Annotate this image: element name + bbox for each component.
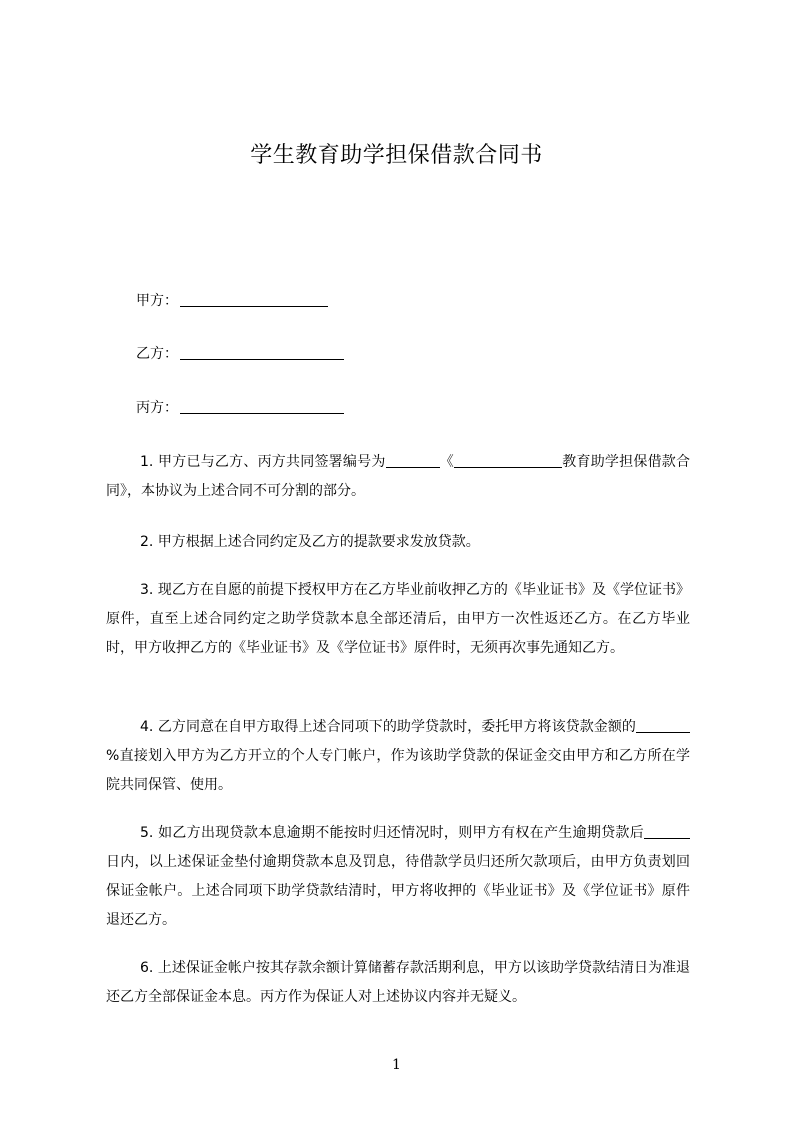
contract-name-blank: [454, 452, 562, 468]
clause-6-text: 6. 上述保证金帐户按其存款余额计算储蓄存款活期利息，甲方以该助学贷款结清日为准退还乙方全部保证金本息。丙方作为保证人对上述协议内容并无疑义。: [106, 960, 690, 1005]
clause-3: [106, 576, 690, 663]
clause-1: [106, 448, 690, 506]
party-b-line: [136, 344, 344, 364]
party-c-blank: [180, 398, 344, 414]
contract-number-blank: [386, 452, 440, 468]
clause-5: [106, 819, 690, 935]
party-a-line: [136, 291, 328, 311]
party-a-label: 甲方：: [136, 293, 178, 309]
clause-2-text: 2. 甲方根据上述合同约定及乙方的提款要求发放贷款。: [140, 534, 480, 550]
party-b-blank: [180, 344, 344, 360]
party-b-label: 乙方：: [136, 346, 178, 362]
clause-1-text-b: 《: [439, 454, 455, 470]
party-a-blank: [180, 291, 328, 307]
clause-3-text: 3. 现乙方在自愿的前提下授权甲方在乙方毕业前收押乙方的《毕业证书》及《学位证书》原件，直至上述合同约定之助学贷款本息全部还清后，由甲方一次性返还乙方。在乙方毕业时，甲方收押乙方的《毕业证书》及《学位证书》原件时，无须再次事先通知乙方。: [106, 582, 690, 656]
clause-4: [106, 713, 690, 800]
clause-6: [106, 954, 690, 1012]
party-c-line: [136, 398, 344, 418]
page-number: 1: [392, 1057, 401, 1073]
clause-5-text-a: 5. 如乙方出现贷款本息逾期不能按时归还情况时，则甲方有权在产生逾期贷款后: [140, 825, 644, 841]
clause-2: [106, 528, 690, 557]
document-title: 学生教育助学担保借款合同书: [250, 143, 543, 168]
clause-1-text-c: 教育助学担保借款合同》，本协议为上述合同不可分割的部分。: [106, 454, 691, 499]
days-blank: [644, 823, 690, 839]
clause-4-text-a: 4. 乙方同意在自甲方取得上述合同项下的助学贷款时，委托甲方将该贷款金额的: [140, 719, 636, 735]
clause-1-text-a: 1. 甲方已与乙方、丙方共同签署编号为: [140, 454, 386, 470]
clause-4-text-b: %直接划入甲方为乙方开立的个人专门帐户，作为该助学贷款的保证金交由甲方和乙方所在学院共同保管、使用。: [106, 748, 690, 793]
percentage-blank: [636, 717, 690, 733]
clause-5-text-b: 日内，以上述保证金垫付逾期贷款本息及罚息，待借款学员归还所欠款项后，由甲方负责划回保证金帐户。上述合同项下助学贷款结清时，甲方将收押的《毕业证书》及《学位证书》原件退还乙方。: [106, 854, 690, 928]
party-c-label: 丙方：: [136, 400, 178, 416]
